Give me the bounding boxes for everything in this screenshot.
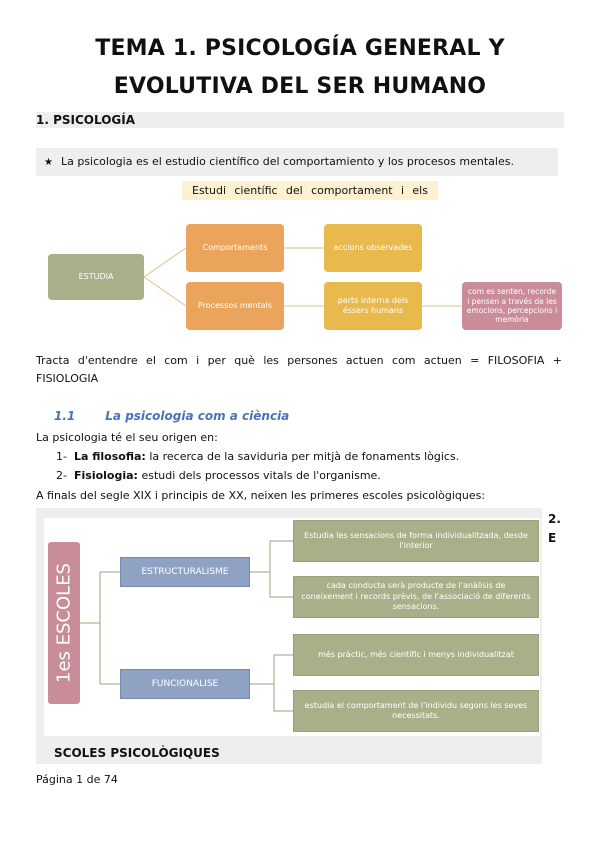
paragraph-line-1: Tracta d'entendre el com i per què les persones actuen com actuen = FILOSOFIA + [36, 354, 562, 367]
document-title-line-1: TEMA 1. PSICOLOGÍA GENERAL Y [95, 36, 505, 61]
star-bullet-icon: ★ [44, 157, 53, 168]
funcionalise-description-1: més pràctic, més científic i menys individualitzat [293, 634, 539, 676]
origins-intro: La psicologia té el seu origen en: [36, 431, 218, 444]
side-heading-letter: E [548, 531, 557, 545]
schools-vertical-label: 1es ESCOLES [53, 563, 75, 683]
subsection-title: La psicologia com a ciència [105, 409, 290, 423]
highlight-word: comportament [311, 184, 393, 197]
schools-caption: SCOLES PSICOLÒGIQUES [54, 746, 220, 760]
school-funcionalise: FUNCIONALISE [120, 669, 250, 699]
list-item-text: la recerca de la saviduria per mitjà de fonaments lògics. [145, 450, 460, 463]
estructuralisme-description-2: cada conducta serà producte de l'anàlisis de coneixement i records prèvis, de l'associació de diferents sensacions. [293, 576, 539, 618]
page-footer: Página 1 de 74 [36, 773, 118, 786]
list-item-text: estudi dels processos vitals de l'organisme. [137, 469, 381, 482]
highlight-word: i [400, 184, 405, 197]
list-item-number: 1- [56, 450, 67, 463]
definition-text: La psicologia es el estudio científico del comportamiento y los procesos mentales. [60, 155, 514, 168]
paragraph-line-2: FISIOLOGIA [36, 372, 99, 385]
highlight-word: els [412, 184, 428, 197]
estructuralisme-description-1: Estudia les sensacions de forma individualitzada, desde l'interior [293, 520, 539, 562]
diagram-node-comportaments: Comportaments [186, 224, 284, 272]
highlight-word: científic [234, 184, 278, 197]
diagram-node-accions-observades: accions observades [324, 224, 422, 272]
school-estructuralisme: ESTRUCTURALISME [120, 557, 250, 587]
diagram-node-processos-mentals: Processos mentals [186, 282, 284, 330]
diagram-node-parts-interna: parts interna dels éssers humans [324, 282, 422, 330]
document-title-line-2: EVOLUTIVA DEL SER HUMANO [113, 74, 487, 99]
section-heading-psicologia: 1. PSICOLOGÍA [36, 112, 564, 128]
list-item-term: La filosofia: [74, 450, 146, 463]
highlight-word: del [285, 184, 303, 197]
diagram-node-com-es-senten: com es senten, recorde i pensen a través de les emocions, percepcions i memòria [462, 282, 562, 330]
list-item-term: Fisiologia: [74, 469, 138, 482]
side-heading-number: 2. [548, 512, 561, 526]
funcionalise-description-2: estudia el comportament de l'individu segons les seves necessitats. [293, 690, 539, 732]
schools-intro: A finals del segle XIX i principis de XX, neixen les primeres escoles psicològiques: [36, 489, 486, 502]
diagram-node-estudia: ESTUDIA [48, 254, 144, 300]
subsection-number: 1.1 [54, 409, 76, 423]
highlight-word: Estudi [192, 184, 227, 197]
list-item-number: 2- [56, 469, 67, 482]
